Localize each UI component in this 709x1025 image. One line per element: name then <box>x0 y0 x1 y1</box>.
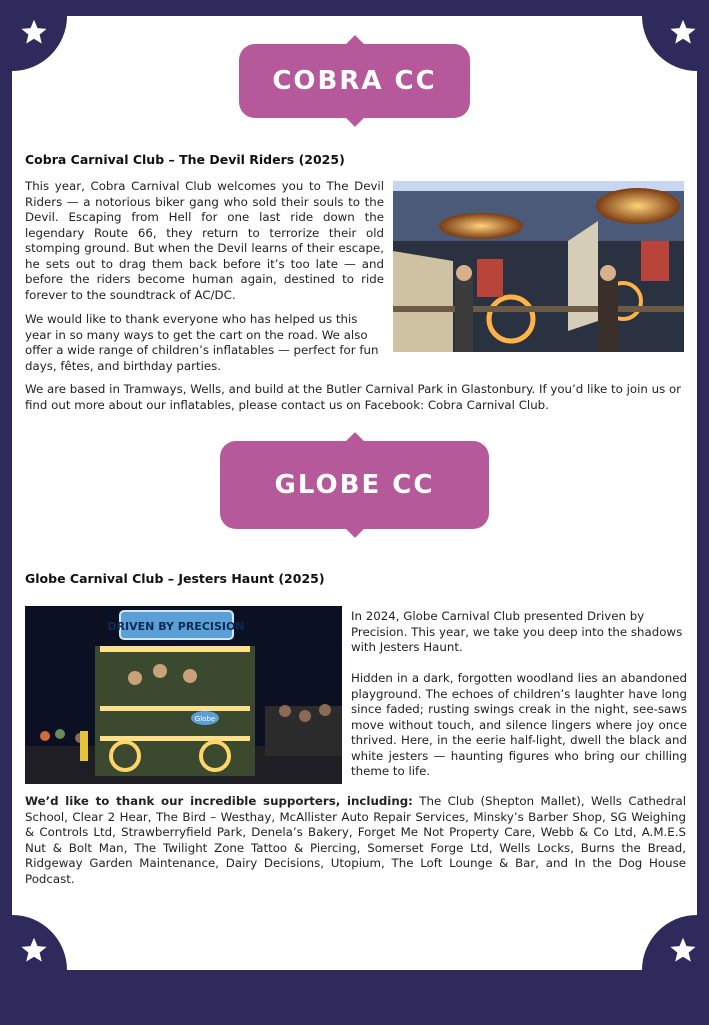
supporters-lead: We’d like to thank our incredible supporters, including: <box>25 794 413 808</box>
supporters-list: The Club (Shepton Mallet), Wells Cathedral School, Clear 2 Hear, The Bird – Westhay, McAllister Auto Repair Services, Minsky’s Barber Shop, SG Weighing & Controls Ltd, Strawberryfield Park, Denela’s Bakery, Forget Me Not Property Care, Webb & Co Ltd, A.M.E.S Nut & Bolt Man, The Twilight Zone Tattoo & Piercing, Somerset Forge Ltd, Wells Locks, Burns the Bread, Ridgeway Garden Maintenance, Dairy Decisions, Utopium, The Loft Lounge & Bar, and In the Dog House Podcast. <box>25 794 686 886</box>
banner-title: GLOBE CC <box>274 470 435 500</box>
globe-float-photo <box>25 606 342 784</box>
section-banner <box>220 441 489 529</box>
paragraph: Hidden in a dark, forgotten woodland lies an abandoned playground. The echoes of children’s laughter have long since faded; rusting swings creak in the night, see-saws move without touch, and silence lingers where joy once thrived. Here, in the eerie half-light, dwell the black and white jesters — haunting figures who bring our chilling theme to life. <box>351 671 687 778</box>
star-icon <box>20 18 48 46</box>
paragraph: In 2024, Globe Carnival Club presented Driven by Precision. This year, we take you deep into the shadows with Jesters Haunt. <box>351 609 683 654</box>
paragraph: We are based in Tramways, Wells, and build at the Butler Carnival Park in Glastonbury. If you’d like to join us or find out more about our inflatables, please contact us on Facebook: Cobra Carnival Club. <box>25 382 682 412</box>
cobra-float-photo <box>393 181 684 352</box>
paragraph: This year, Cobra Carnival Club welcomes you to The Devil Riders — a notorious biker gang who sold their souls to the Devil. Escaping from Hell for one last ride down the legendary Route 66, they return to terrorize their old stomping ground. But when the Devil learns of their escape, he sets out to drag them back before it’s too late — and before the riders become human again, destined to ride forever to the soundtrack of AC/DC. <box>25 179 384 302</box>
photo-badge-text: Globe <box>194 715 216 723</box>
section-heading: Cobra Carnival Club – The Devil Riders (2025) <box>25 152 345 167</box>
section-banner <box>239 44 470 118</box>
star-icon <box>669 936 697 964</box>
supporters-paragraph <box>25 794 686 887</box>
corner-decoration <box>0 915 67 1025</box>
paragraph: We would like to thank everyone who has helped us this year in so many ways to get the cart on the road. We also offer a wide range of children’s inflatables — perfect for fun days, fêtes, and birthday parties. <box>25 312 379 373</box>
corner-decoration <box>642 915 709 1025</box>
section-heading: Globe Carnival Club – Jesters Haunt (2025) <box>25 571 325 586</box>
star-icon <box>20 936 48 964</box>
star-icon <box>669 18 697 46</box>
banner-title: COBRA CC <box>272 66 437 96</box>
photo-sign-text: DRIVEN BY PRECISION <box>107 620 245 633</box>
